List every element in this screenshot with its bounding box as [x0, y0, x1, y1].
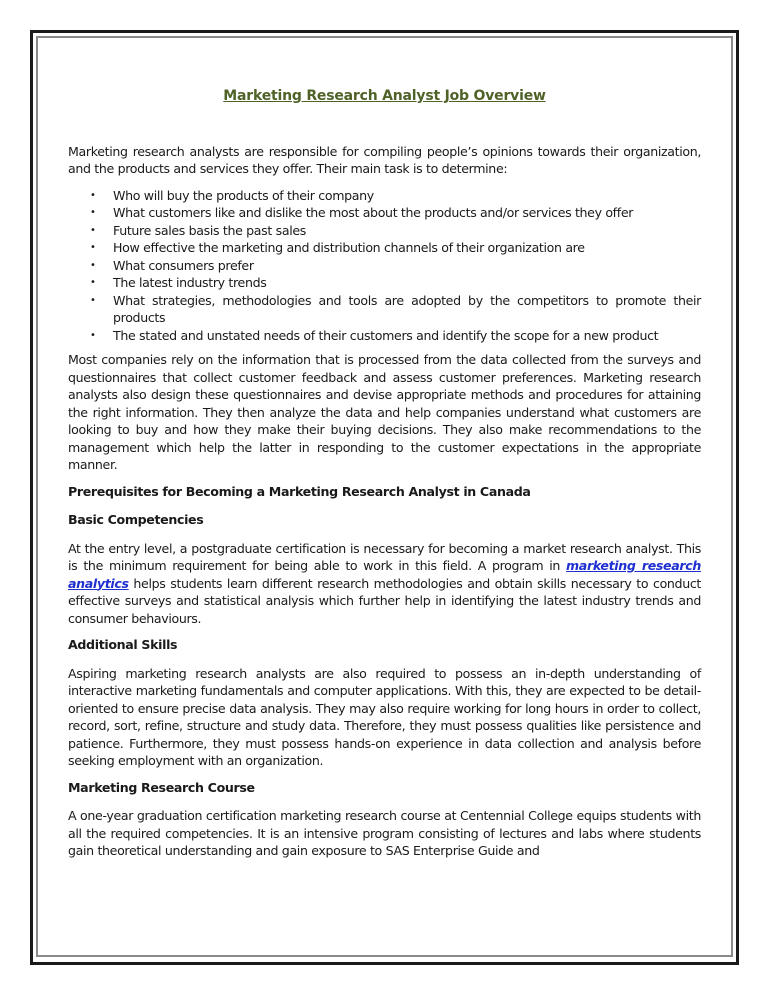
- list-item: • Who will buy the products of their company: [90, 187, 374, 203]
- document-title: Marketing Research Analyst Job Overview: [223, 88, 546, 104]
- heading-additional-skills: Additional Skills: [68, 637, 178, 652]
- heading-basic-competencies: Basic Competencies: [68, 512, 204, 527]
- list-item: • How effective the marketing and distribution channels of their organization are: [90, 240, 585, 255]
- document-page: [68, 88, 701, 869]
- list-item: • Future sales basis the past sales: [90, 222, 306, 238]
- bullet-icon: •: [90, 242, 96, 253]
- bullet-icon: •: [90, 277, 96, 288]
- heading-marketing-research-course: Marketing Research Course: [68, 779, 255, 795]
- research-paragraph: Most companies rely on the information that is processed from the data collected from the surveys and questionnaires that collect customer feedback and assess customer preferences. Marketing research analysts also design these questionnaires and devise appropriate methods and procedures for attaining the right information. They then analyze the data and help companies understand what customers are looking to buy and how they make their buying decisions. They also make recommendations to the management which help the latter in responding to the customer expectations in the appropriate manner.: [68, 352, 701, 472]
- intro-paragraph: Marketing research analysts are responsible for compiling people’s opinions towards their organization, and the products and services they offer. Their main task is to determine:: [68, 143, 701, 176]
- course-paragraph: A one-year graduation certification marketing research course at Centennial College equips students with all the required competencies. It is an intensive program consisting of lectures and labs where students gain theoretical understanding and gain exposure to SAS Enterprise Guide and: [68, 808, 701, 858]
- bullet-icon: •: [90, 207, 96, 218]
- bullet-icon: •: [90, 189, 96, 201]
- tasks-list: [68, 187, 701, 345]
- list-item: • What consumers prefer: [90, 257, 254, 273]
- bullet-icon: •: [90, 294, 96, 306]
- heading-prerequisites: Prerequisites for Becoming a Marketing Research Analyst in Canada: [68, 483, 531, 499]
- bullet-icon: •: [90, 224, 96, 236]
- basic-competencies-paragraph: At the entry level, a postgraduate certification is necessary for becoming a market research analyst. This is the minimum requirement for being able to work in this field. A program in marketing research analytics helps students learn different research methodologies and obtain skills necessary to conduct effective surveys and statistical analysis which further help in identifying the latest industry trends and consumer behaviours.: [68, 540, 701, 626]
- list-item: • The latest industry trends: [90, 275, 267, 290]
- bullet-icon: •: [90, 259, 96, 271]
- list-item: • The stated and unstated needs of their customers and identify the scope for a new product: [90, 327, 659, 343]
- bullet-icon: •: [90, 329, 96, 341]
- list-item: • What strategies, methodologies and tools are adopted by the competitors to promote their products: [90, 292, 701, 325]
- list-item: • What customers like and dislike the most about the products and/or services they offer: [90, 205, 634, 220]
- marketing-research-analytics-link[interactable]: marketing research analytics: [68, 558, 701, 591]
- additional-skills-paragraph: Aspiring marketing research analysts are also required to possess an in-depth understanding of interactive marketing fundamentals and computer applications. With this, they are expected to be detail-oriented to ensure precise data analysis. They may also require working for long hours in order to collect, record, sort, refine, structure and study data. Therefore, they must possess qualities like persistence and patience. Furthermore, they must possess hands-on experience in data collection and analysis before seeking employment with an organization.: [68, 665, 701, 768]
